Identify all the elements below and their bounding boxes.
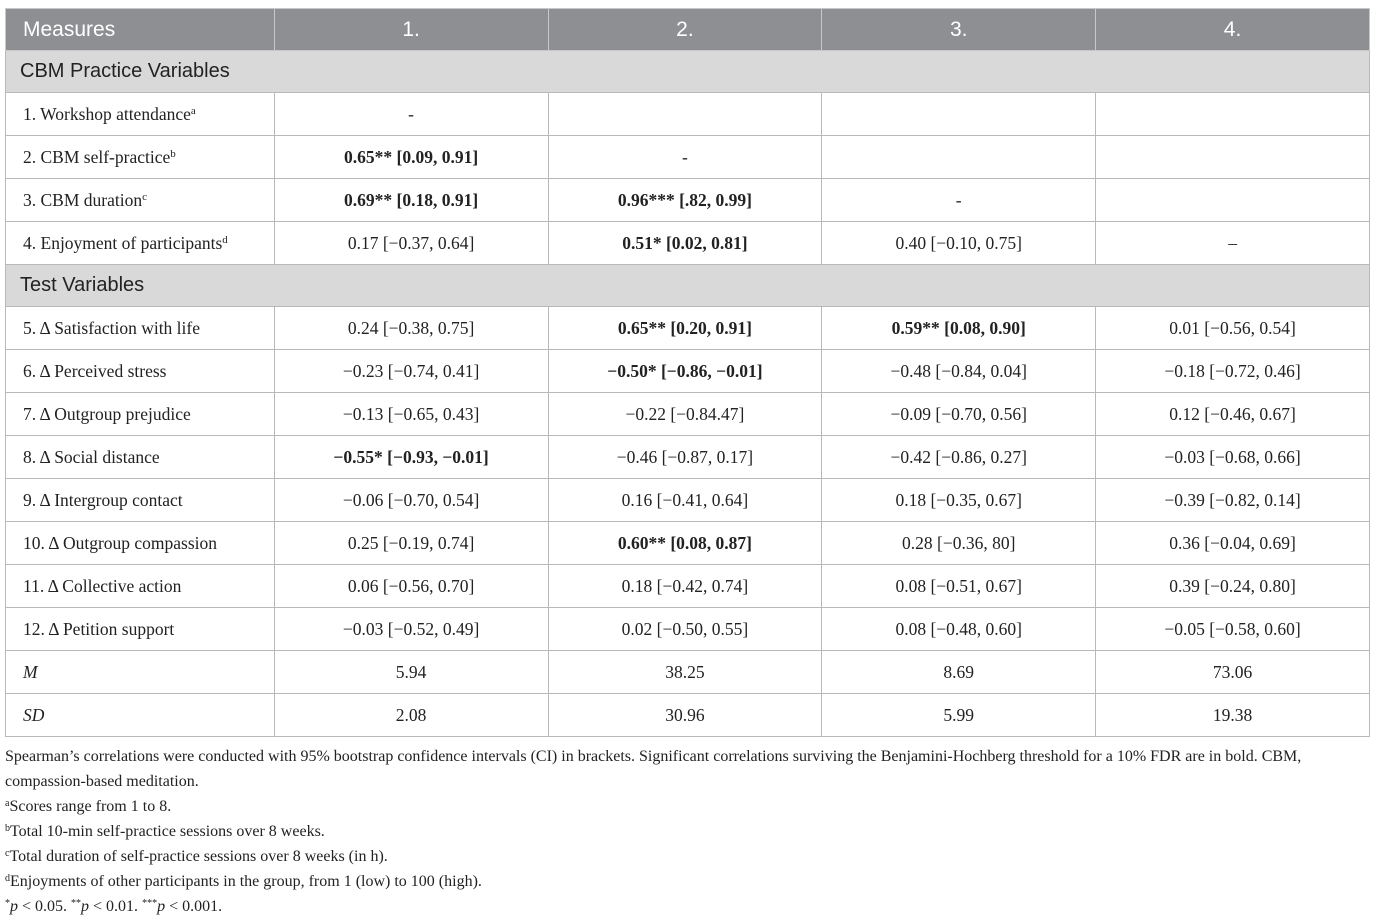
- significance-threshold: < 0.01.: [89, 898, 143, 915]
- table-cell: −0.05 [−0.58, 0.60]: [1096, 608, 1370, 651]
- row-label: [6, 179, 275, 222]
- p-symbol: p: [81, 898, 90, 915]
- row-label: [6, 479, 275, 522]
- table-cell: −0.23 [−0.74, 0.41]: [274, 350, 548, 393]
- table-cell: 0.25 [−0.19, 0.74]: [274, 522, 548, 565]
- table-cell: −0.13 [−0.65, 0.43]: [274, 393, 548, 436]
- table-row: [6, 393, 1370, 436]
- row-label-text: 10. Δ Outgroup compassion: [23, 532, 218, 553]
- footnote-marker: d: [5, 873, 10, 884]
- p-symbol: p: [10, 898, 18, 915]
- table-row: [6, 222, 1370, 265]
- correlation-table: [5, 8, 1370, 737]
- table-cell: [548, 93, 822, 136]
- significance-threshold: < 0.001.: [165, 898, 223, 915]
- table-cell: 0.59** [0.08, 0.90]: [822, 307, 1096, 350]
- table-row: [6, 136, 1370, 179]
- table-cell: 38.25: [548, 651, 822, 694]
- table-cell: −0.03 [−0.52, 0.49]: [274, 608, 548, 651]
- table-cell: 19.38: [1096, 694, 1370, 737]
- table-cell: 2.08: [274, 694, 548, 737]
- table-cell: -: [274, 93, 548, 136]
- row-label: [6, 522, 275, 565]
- table-cell: 0.18 [−0.42, 0.74]: [548, 565, 822, 608]
- table-cell: −0.39 [−0.82, 0.14]: [1096, 479, 1370, 522]
- table-cell: −0.22 [−0.84.47]: [548, 393, 822, 436]
- table-cell: [1096, 93, 1370, 136]
- table-cell: −0.06 [−0.70, 0.54]: [274, 479, 548, 522]
- table-cell: 5.94: [274, 651, 548, 694]
- row-label-text: 4. Enjoyment of participants: [23, 232, 223, 253]
- section-header-row: [6, 51, 1370, 93]
- table-cell: −0.50* [−0.86, −0.01]: [548, 350, 822, 393]
- table-cell: 0.69** [0.18, 0.91]: [274, 179, 548, 222]
- header-row: [6, 9, 1370, 51]
- table-cell: 0.28 [−0.36, 80]: [822, 522, 1096, 565]
- row-label: [6, 93, 275, 136]
- table-row: [6, 694, 1370, 737]
- table-cell: −0.42 [−0.86, 0.27]: [822, 436, 1096, 479]
- table-row: [6, 93, 1370, 136]
- significance-threshold: < 0.05.: [18, 898, 72, 915]
- table-cell: 0.51* [0.02, 0.81]: [548, 222, 822, 265]
- footnote-marker: c: [142, 190, 147, 203]
- table-cell: 0.39 [−0.24, 0.80]: [1096, 565, 1370, 608]
- row-label-text: 5. Δ Satisfaction with life: [23, 317, 200, 338]
- table-cell: −0.03 [−0.68, 0.66]: [1096, 436, 1370, 479]
- table-body: [6, 51, 1370, 737]
- row-label-text: 9. Δ Intergroup contact: [23, 489, 183, 510]
- row-label-text: 11. Δ Collective action: [23, 575, 182, 596]
- table-row: [6, 608, 1370, 651]
- table-cell: 0.65** [0.09, 0.91]: [274, 136, 548, 179]
- correlation-table-container: [5, 8, 1370, 737]
- p-symbol: p: [157, 898, 166, 915]
- table-cell: –: [1096, 222, 1370, 265]
- row-label: [6, 608, 275, 651]
- table-cell: [822, 136, 1096, 179]
- footnote-text: Scores range from 1 to 8.: [9, 798, 172, 815]
- table-cell: 0.01 [−0.56, 0.54]: [1096, 307, 1370, 350]
- significance-marker: **: [71, 898, 82, 909]
- table-row: [6, 565, 1370, 608]
- table-cell: [822, 93, 1096, 136]
- row-label-text: 6. Δ Perceived stress: [23, 360, 167, 381]
- row-label: [6, 393, 275, 436]
- table-cell: 0.18 [−0.35, 0.67]: [822, 479, 1096, 522]
- significance-marker: *: [5, 898, 10, 909]
- table-cell: 0.16 [−0.41, 0.64]: [548, 479, 822, 522]
- footnote-text: Total 10-min self-practice sessions over 8 weeks.: [10, 823, 325, 840]
- table-cell: 30.96: [548, 694, 822, 737]
- table-cell: 0.96*** [.82, 0.99]: [548, 179, 822, 222]
- row-label: [6, 136, 275, 179]
- table-cell: 0.06 [−0.56, 0.70]: [274, 565, 548, 608]
- footnote-marker: b: [5, 823, 10, 834]
- row-label: [6, 651, 275, 694]
- header-measures: Measures: [6, 9, 275, 51]
- footnote-marker: a: [5, 798, 10, 809]
- table-cell: 73.06: [1096, 651, 1370, 694]
- table-cell: 0.60** [0.08, 0.87]: [548, 522, 822, 565]
- header-col-4: 4.: [1096, 9, 1370, 51]
- table-row: [6, 179, 1370, 222]
- row-label: [6, 565, 275, 608]
- significance-note: [5, 894, 1370, 919]
- table-cell: −0.46 [−0.87, 0.17]: [548, 436, 822, 479]
- footnote: [5, 844, 1370, 869]
- footnote: [5, 869, 1370, 894]
- table-cell: −0.48 [−0.84, 0.04]: [822, 350, 1096, 393]
- table-cell: −0.55* [−0.93, −0.01]: [274, 436, 548, 479]
- row-label-text: 1. Workshop attendance: [23, 103, 191, 124]
- table-row: [6, 350, 1370, 393]
- row-label: [6, 222, 275, 265]
- row-label-text: 12. Δ Petition support: [23, 618, 175, 639]
- footnote: [5, 794, 1370, 819]
- significance-marker: ***: [142, 898, 158, 909]
- header-col-1: 1.: [274, 9, 548, 51]
- row-label-text: SD: [23, 704, 45, 725]
- table-cell: 8.69: [822, 651, 1096, 694]
- table-cell: 0.08 [−0.48, 0.60]: [822, 608, 1096, 651]
- row-label: [6, 350, 275, 393]
- footnote-marker: b: [170, 147, 176, 160]
- table-cell: 0.40 [−0.10, 0.75]: [822, 222, 1096, 265]
- footnote-list: [5, 794, 1370, 894]
- footnote-text: Enjoyments of other participants in the group, from 1 (low) to 100 (high).: [10, 873, 482, 890]
- row-label-text: 2. CBM self-practice: [23, 146, 171, 167]
- table-cell: -: [822, 179, 1096, 222]
- table-cell: −0.09 [−0.70, 0.56]: [822, 393, 1096, 436]
- row-label-text: 3. CBM duration: [23, 189, 143, 210]
- table-notes: [5, 744, 1370, 919]
- table-cell: [1096, 179, 1370, 222]
- section-title: CBM Practice Variables: [6, 51, 1370, 93]
- row-label-text: 8. Δ Social distance: [23, 446, 160, 467]
- table-cell: 0.65** [0.20, 0.91]: [548, 307, 822, 350]
- header-col-2: 2.: [548, 9, 822, 51]
- table-cell: 0.36 [−0.04, 0.69]: [1096, 522, 1370, 565]
- table-cell: 0.12 [−0.46, 0.67]: [1096, 393, 1370, 436]
- row-label-text: 7. Δ Outgroup prejudice: [23, 403, 191, 424]
- table-cell: −0.18 [−0.72, 0.46]: [1096, 350, 1370, 393]
- table-cell: 0.17 [−0.37, 0.64]: [274, 222, 548, 265]
- table-cell: 0.02 [−0.50, 0.55]: [548, 608, 822, 651]
- table-cell: 5.99: [822, 694, 1096, 737]
- table-cell: [1096, 136, 1370, 179]
- table-row: [6, 479, 1370, 522]
- section-title: Test Variables: [6, 265, 1370, 307]
- table-row: [6, 651, 1370, 694]
- table-cell: -: [548, 136, 822, 179]
- row-label: [6, 307, 275, 350]
- row-label-text: M: [23, 661, 38, 682]
- note-main: Spearman’s correlations were conducted with 95% bootstrap confidence intervals (CI) in brackets. Significant correlations surviving the Benjamini-Hochberg threshold for a 10% FDR are in bold. CBM, compassion-based meditation.: [5, 748, 1302, 790]
- footnote-text: Total duration of self-practice sessions over 8 weeks (in h).: [9, 848, 388, 865]
- table-cell: 0.24 [−0.38, 0.75]: [274, 307, 548, 350]
- row-label: [6, 436, 275, 479]
- footnote: [5, 819, 1370, 844]
- table-cell: 0.08 [−0.51, 0.67]: [822, 565, 1096, 608]
- table-row: [6, 522, 1370, 565]
- table-row: [6, 436, 1370, 479]
- footnote-marker: a: [190, 104, 196, 117]
- footnote-marker: d: [222, 233, 228, 246]
- table-row: [6, 307, 1370, 350]
- header-col-3: 3.: [822, 9, 1096, 51]
- row-label: [6, 694, 275, 737]
- footnote-marker: c: [5, 848, 10, 859]
- section-header-row: [6, 265, 1370, 307]
